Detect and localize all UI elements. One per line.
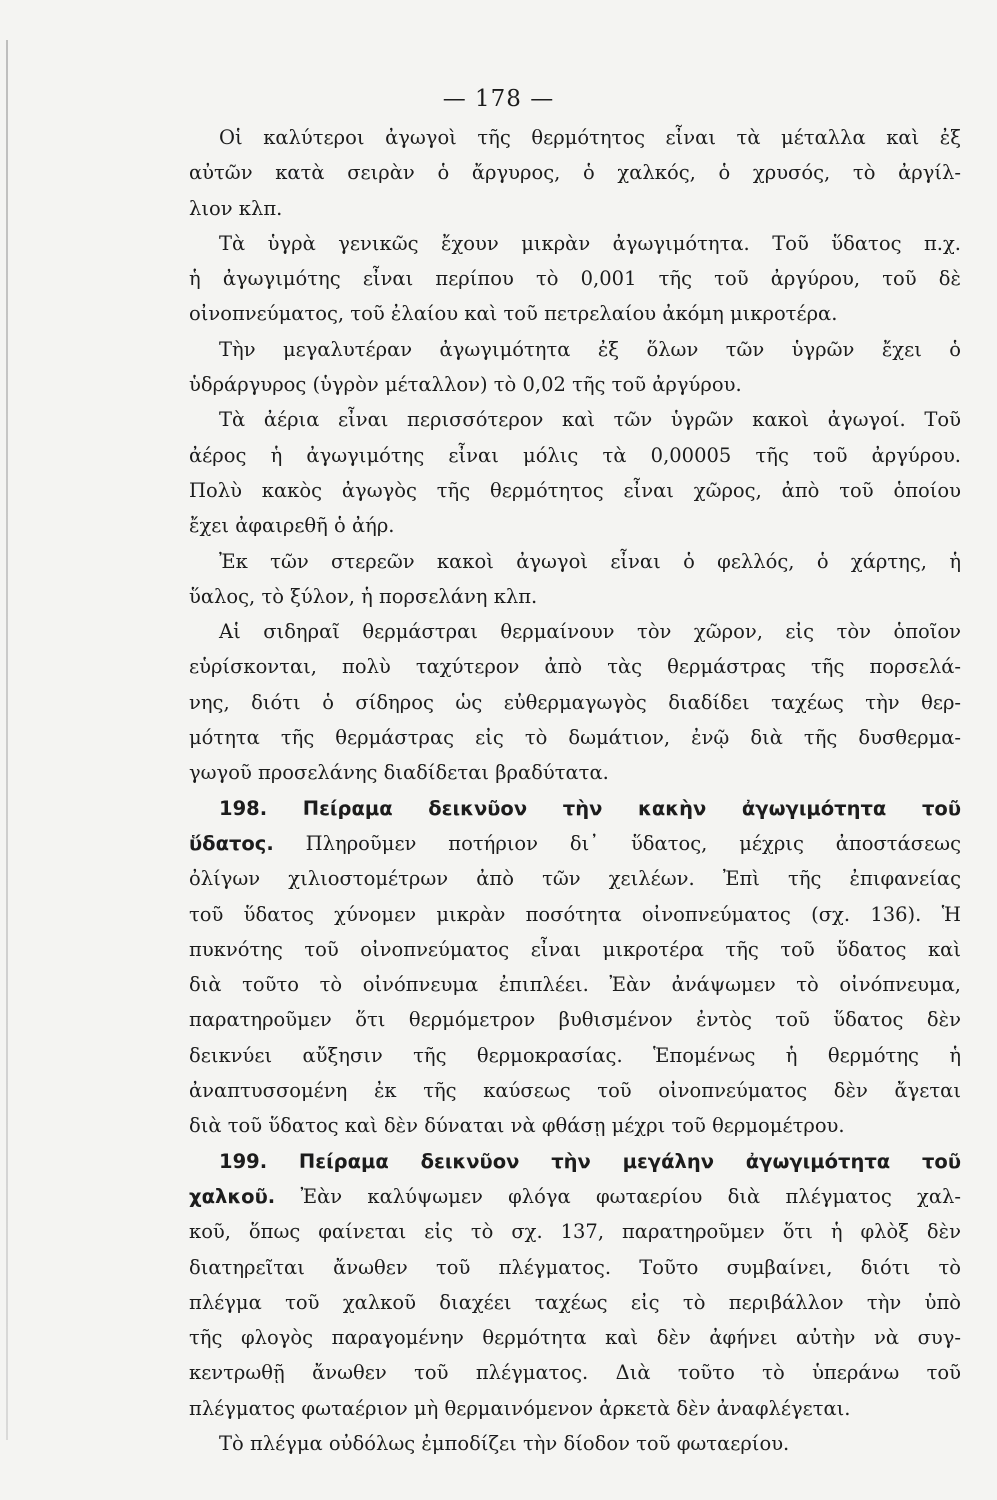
text-line <box>189 261 961 296</box>
page-number: — 178 — <box>442 86 555 112</box>
text-line <box>189 1002 961 1037</box>
line-text: διὰ τοῦτο τὸ οἰνόπνευμα ἐπιπλέει. Ἐὰν ἀνάψωμεν τὸ οἰνόπνευμα, <box>189 973 961 997</box>
text-line <box>189 296 961 331</box>
line-text: ἔχει ἀφαιρεθῆ ὁ ἀήρ. <box>189 514 395 538</box>
line-text: ὀλίγων χιλιοστομέτρων ἀπὸ τῶν χειλέων. Ἐπὶ τῆς ἐπιφανείας <box>189 867 961 891</box>
line-text: Τὴν μεγαλυτέραν ἀγωγιμότητα ἐξ ὅλων τῶν ὑγρῶν ἔχει ὁ <box>219 337 961 361</box>
line-text: ὕαλος, τὸ ξύλον, ἡ πορσελάνη κλπ. <box>189 584 538 608</box>
line-text: πυκνότης τοῦ οἰνοπνεύματος εἶναι μικροτέρα τῆς τοῦ ὕδατος καὶ <box>189 937 961 961</box>
text-line <box>189 332 961 367</box>
line-text: αὐτῶν κατὰ σειρὰν ὁ ἄργυρος, ὁ χαλκός, ὁ χρυσός, τὸ ἀργίλ- <box>189 161 961 185</box>
text-line <box>189 473 961 508</box>
line-text: Πολὺ κακὸς ἀγωγὸς τῆς θερμότητος εἶναι χῶρος, ἀπὸ τοῦ ὁποίου <box>189 478 961 502</box>
text-line <box>189 826 961 861</box>
text-line <box>189 155 961 190</box>
text-line <box>189 1108 961 1143</box>
text-line <box>189 226 961 261</box>
line-text: πλέγμα τοῦ χαλκοῦ διαχέει ταχέως εἰς τὸ περιβάλλον τὴν ὑπὸ <box>189 1290 961 1314</box>
text-line <box>189 367 961 402</box>
text-line <box>189 1320 961 1355</box>
line-text: παρατηροῦμεν ὅτι θερμόμετρον βυθισμένον ἐντὸς τοῦ ὕδατος δὲν <box>189 1008 961 1032</box>
line-text: ἀέρος ἡ ἀγωγιμότης εἶναι μόλις τὰ 0,00005 τῆς τοῦ ἀργύρου. <box>189 443 961 467</box>
text-line <box>189 1038 961 1073</box>
text-line <box>189 508 961 543</box>
text-line <box>189 1144 961 1179</box>
line-text: Τὰ ἀέρια εἶναι περισσότερον καὶ τῶν ὑγρῶν κακοὶ ἀγωγοί. Τοῦ <box>219 408 961 432</box>
text-line <box>189 120 961 155</box>
line-text: Τὸ πλέγμα οὐδόλως ἐμποδίζει τὴν δίοδον τοῦ φωταερίου. <box>219 1431 790 1455</box>
text-line <box>189 614 961 649</box>
text-line <box>189 685 961 720</box>
line-text: μότητα τῆς θερμάστρας εἰς τὸ δωμάτιον, ἐνῷ διὰ τῆς δυσθερμα- <box>189 726 961 750</box>
text-line <box>189 932 961 967</box>
line-text: ὑδράργυρος (ὑγρὸν μέταλλον) τὸ 0,02 τῆς τοῦ ἀργύρου. <box>189 373 742 397</box>
line-text: τοῦ ὕδατος χύνομεν μικρὰν ποσότητα οἰνοπνεύματος (σχ. 136). Ἡ <box>189 902 961 926</box>
text-line <box>189 402 961 437</box>
line-text: διὰ τοῦ ὕδατος καὶ δὲν δύναται νὰ φθάσῃ μέχρι τοῦ θερμομέτρου. <box>189 1114 845 1138</box>
line-text: ἀναπτυσσομένη ἐκ τῆς καύσεως τοῦ οἰνοπνεύματος δὲν ἄγεται <box>189 1079 961 1103</box>
text-line <box>189 861 961 896</box>
line-text: δεικνύει αὔξησιν τῆς θερμοκρασίας. Ἑπομένως ἡ θερμότης ἡ <box>189 1043 961 1067</box>
line-text: τῆς φλογὸς παραγομένην θερμότητα καὶ δὲν ἀφήνει αὐτὴν νὰ συγ- <box>189 1326 961 1350</box>
text-line <box>189 1426 961 1461</box>
body-text <box>189 120 961 1461</box>
section-heading: χαλκοῦ. <box>189 1184 276 1208</box>
text-line <box>189 1073 961 1108</box>
text-line <box>189 1250 961 1285</box>
line-text: Ἐκ τῶν στερεῶν κακοὶ ἀγωγοὶ εἶναι ὁ φελλός, ὁ χάρτης, ἡ <box>219 549 961 573</box>
line-text: Αἱ σιδηραῖ θερμάστραι θερμαίνουν τὸν χῶρον, εἰς τὸν ὁποῖον <box>219 620 961 644</box>
line-text: κοῦ, ὅπως φαίνεται εἰς τὸ σχ. 137, παρατηροῦμεν ὅτι ἡ φλὸξ δὲν <box>189 1220 961 1244</box>
text-line <box>189 1355 961 1390</box>
line-text: πλέγματος φωταέριον μὴ θερμαινόμενον ἀρκετὰ δὲν ἀναφλέγεται. <box>189 1396 851 1420</box>
text-line <box>189 1285 961 1320</box>
line-text: νης, διότι ὁ σίδηρος ὡς εὐθερμαγωγὸς διαδίδει ταχέως τὴν θερ- <box>189 690 961 714</box>
text-line <box>189 897 961 932</box>
section-heading: 199. Πείραμα δεικνῦον τὴν μεγάλην ἀγωγιμότητα τοῦ <box>219 1149 961 1173</box>
line-text: Ἐὰν καλύψωμεν φλόγα φωταερίου διὰ πλέγματος χαλ- <box>275 1184 961 1208</box>
line-text: κεντρωθῇ ἄνωθεν τοῦ πλέγματος. Διὰ τοῦτο τὸ ὑπεράνω τοῦ <box>189 1361 961 1385</box>
line-text: Τὰ ὑγρὰ γενικῶς ἔχουν μικρὰν ἀγωγιμότητα. Τοῦ ὕδατος π.χ. <box>219 231 961 255</box>
line-text: Πληροῦμεν ποτήριον δι᾽ ὕδατος, μέχρις ἀποστάσεως <box>273 831 961 855</box>
text-line <box>189 191 961 226</box>
line-text: εὑρίσκονται, πολὺ ταχύτερον ἀπὸ τὰς θερμάστρας τῆς πορσελά- <box>189 655 961 679</box>
line-text: γωγοῦ προσελάνης διαδίδεται βραδύτατα. <box>189 761 609 785</box>
text-line <box>189 755 961 790</box>
page-edge-shadow <box>6 40 8 1440</box>
text-line <box>189 544 961 579</box>
line-text: ἡ ἀγωγιμότης εἶναι περίπου τὸ 0,001 τῆς τοῦ ἀργύρου, τοῦ δὲ <box>189 267 961 291</box>
text-line <box>189 791 961 826</box>
line-text: οἰνοπνεύματος, τοῦ ἐλαίου καὶ τοῦ πετρελαίου ἀκόμη μικροτέρα. <box>189 302 838 326</box>
line-text: διατηρεῖται ἄνωθεν τοῦ πλέγματος. Τοῦτο συμβαίνει, διότι τὸ <box>189 1255 961 1279</box>
text-line <box>189 438 961 473</box>
line-text: λιον κλπ. <box>189 196 283 220</box>
text-line <box>189 649 961 684</box>
section-heading: 198. Πείραμα δεικνῦον τὴν κακὴν ἀγωγιμότητα τοῦ <box>219 796 961 820</box>
text-line <box>189 720 961 755</box>
line-text: Οἱ καλύτεροι ἀγωγοὶ τῆς θερμότητος εἶναι τὰ μέταλλα καὶ ἐξ <box>219 126 961 149</box>
section-heading: ὕδατος. <box>189 831 274 855</box>
text-line <box>189 1391 961 1426</box>
text-line <box>189 1214 961 1249</box>
text-line <box>189 967 961 1002</box>
text-line <box>189 579 961 614</box>
text-line <box>189 1179 961 1214</box>
